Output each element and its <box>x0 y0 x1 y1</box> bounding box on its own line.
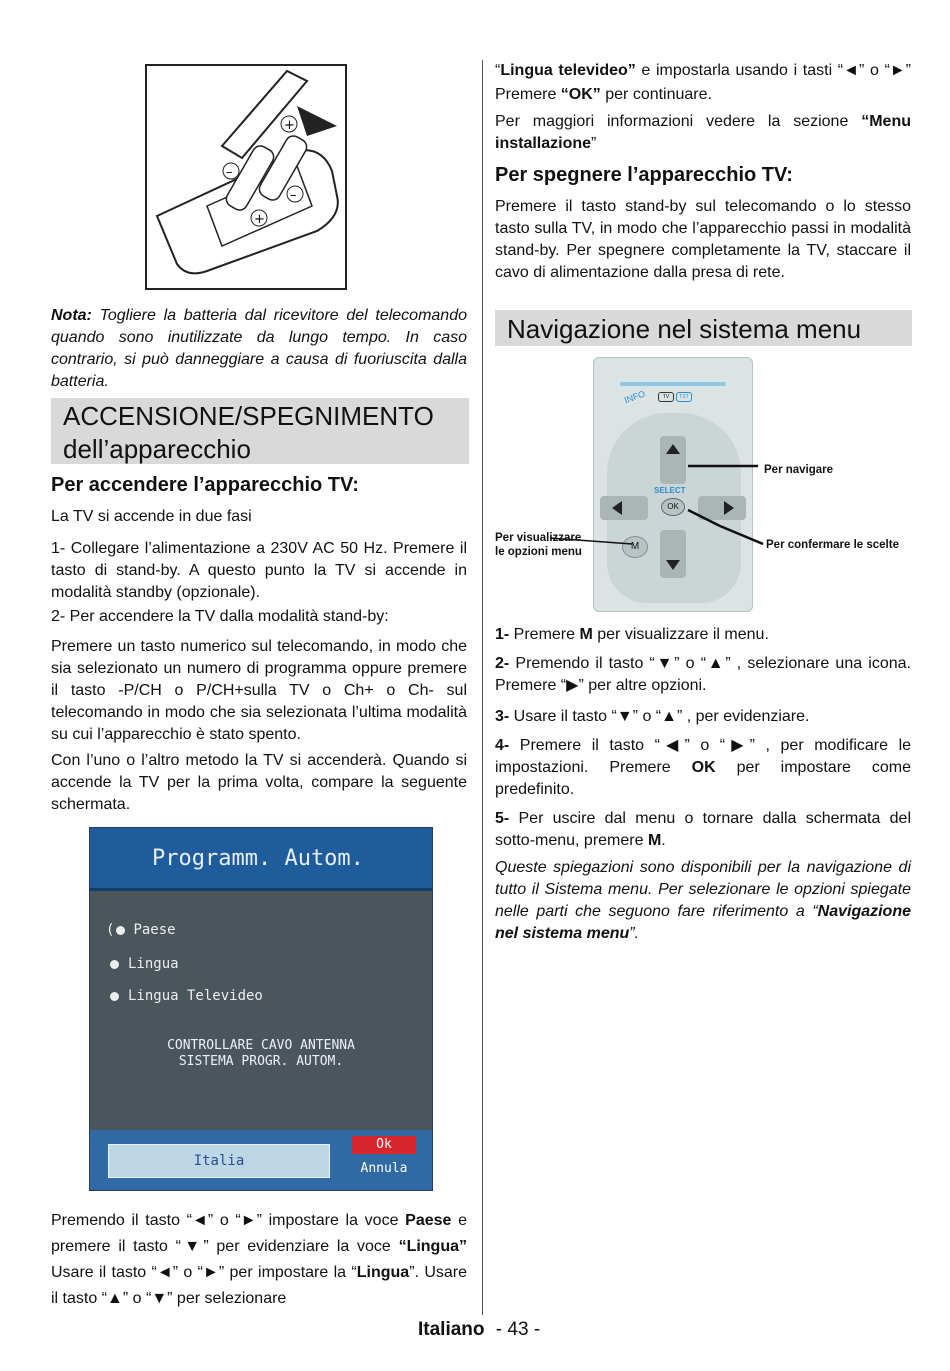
arrow-down-icon: ▼ <box>180 1238 204 1255</box>
navigation-title: Navigazione nel sistema menu <box>507 314 862 344</box>
menu-button[interactable]: M <box>622 536 648 558</box>
svg-text:+: + <box>254 212 265 227</box>
key-ok: OK <box>691 759 716 776</box>
step-number: 1- <box>495 626 510 643</box>
arrow-up-icon: ▲ <box>706 655 726 672</box>
step-number: 2- <box>495 655 510 672</box>
paragraph-first-time: Con l’uno o l’altro metodo la TV si accenderà. Quando si accende la TV per la prima volta, compare la seguente schermata. <box>51 752 467 813</box>
nav-step-4 <box>495 735 911 801</box>
paragraph-lingua-televideo <box>495 59 911 107</box>
txt-button[interactable]: TXT <box>676 392 692 402</box>
tv-item-label: Lingua <box>128 956 179 972</box>
arrow-left-icon: ◄ <box>192 1212 208 1229</box>
text-frag: ”. Usare il tasto “ <box>51 1264 468 1307</box>
text-frag: ” o “ <box>172 1264 203 1281</box>
text-frag: Premendo il tasto “ <box>51 1212 192 1229</box>
paragraph-numeric-key: Premere un tasto numerico sul telecomando, in modo che sia selezionato un numero di programma oppure premere il tasto -P/CH o P/CH+sulla TV o Ch+ o Ch- sul telecomando in modo che sia selezionata l’ultima modalità su cui l’apparecchio è stato spento. <box>51 638 467 743</box>
term-lingua: Lingua <box>356 1264 410 1281</box>
arrow-up-icon: ▲ <box>107 1290 123 1307</box>
text-frag: ” o “ <box>674 655 707 672</box>
term-ok: “OK” <box>560 86 601 103</box>
tv-item-label: Lingua Televideo <box>128 988 263 1004</box>
nav-step-3 <box>495 706 911 728</box>
key-m: M <box>579 626 593 643</box>
text-frag: per impostare come predefinito. <box>495 759 911 798</box>
svg-text:+: + <box>284 118 295 133</box>
tv-button[interactable]: TV <box>658 392 674 402</box>
arrow-right-icon: ► <box>203 1264 219 1281</box>
section-title-line2: dell’apparecchio <box>63 434 251 464</box>
tv-item-lingua[interactable] <box>110 956 179 972</box>
paragraph-country-language <box>51 1208 467 1312</box>
text-frag: Per uscire dal menu o tornare dalla schermata del sotto-menu, premere <box>495 810 911 849</box>
text-frag: ” o “ <box>858 62 890 79</box>
arrow-left-icon: ◄ <box>156 1264 173 1281</box>
nav-step-5 <box>495 808 911 852</box>
term-lingua-televideo: Lingua televideo” <box>500 62 636 79</box>
text-frag: ” per impostare la “ <box>218 1264 357 1281</box>
country-field[interactable]: Italia <box>108 1144 330 1178</box>
arrow-up-icon: ▲ <box>661 708 677 725</box>
text-frag: ” o “ <box>122 1290 152 1307</box>
term-menu-installazione: “Menu installazione <box>495 113 911 152</box>
label-navigate: Per navigare <box>764 464 834 476</box>
arrow-right-icon: ► <box>240 1212 257 1229</box>
arrow-left-icon: ◄ <box>843 62 859 79</box>
text-frag: ” Premere <box>495 62 911 103</box>
term-navigazione: Navigazione nel sistema menu <box>495 903 911 942</box>
tv-item-lingua-televideo[interactable] <box>110 988 263 1004</box>
arrow-down-icon: ▼ <box>616 708 633 725</box>
tv-screen-auto-program <box>89 827 433 1191</box>
column-divider <box>482 60 483 1315</box>
step-number: 4- <box>495 737 510 754</box>
remote-battery-icon <box>147 66 345 288</box>
arrow-down-icon: ▼ <box>151 1290 168 1307</box>
text-frag: e impostarla usando i tasti “ <box>635 62 844 79</box>
callout-line-confirm <box>688 510 720 526</box>
text-frag: per visualizzare il menu. <box>592 626 769 643</box>
text-frag: ” o “ <box>632 708 662 725</box>
footer-language: Italiano <box>418 1319 485 1340</box>
callout-lines <box>490 350 950 610</box>
step-1-text <box>51 538 467 604</box>
selection-bracket-icon: ( <box>106 922 115 938</box>
text-frag: e premere il tasto “ <box>51 1212 468 1255</box>
svg-text:–: – <box>290 188 297 203</box>
text-frag: ” per selezionare <box>167 1290 287 1307</box>
text-frag: Queste spiegazioni sono disponibili per la navigazione di tutto il Sistema menu. Per selezionare le opzioni spiegate nelle parti che seguono fare riferimento a “ <box>495 859 911 920</box>
step-1-body: Collegare l’alimentazione a 230V AC 50 Hz. Premere il tasto di stand-by. A questo punto la TV si accende in modalità standby (opzionale). <box>51 540 468 601</box>
bullet-icon <box>110 960 119 969</box>
section-header-navigation <box>495 310 912 346</box>
bullet-icon <box>110 992 119 1001</box>
key-m: M <box>647 832 662 849</box>
label-show-options-l2: le opzioni menu <box>495 546 582 558</box>
text-frag: . <box>661 832 666 849</box>
term-lingua: “Lingua” <box>398 1238 467 1255</box>
cancel-button[interactable]: Annula <box>352 1160 416 1178</box>
tv-item-label: Paese <box>133 922 176 938</box>
text-frag: ” <box>591 135 597 152</box>
paragraph-power-off: Premere il tasto stand-by sul telecomando o lo stesso tasto sulla TV, in modo che l’apparecchio passi in modalità stand-by. Per spegnere completamente la TV, staccare il cavo di alimentazione dalla presa di rete. <box>495 198 911 281</box>
text-frag: ” o “ <box>684 737 726 754</box>
note-text: Togliere la batteria dal ricevitore del telecomando quando sono inutilizzate da lungo tempo. In caso contrario, si può danneggiare a causa di fuoriuscita dalla batteria. <box>51 307 467 390</box>
text-frag: ”. <box>629 925 640 942</box>
ok-remote-button[interactable]: OK <box>661 498 685 516</box>
paragraph-two-phases: La TV si accende in due fasi <box>51 508 252 525</box>
arrow-right-icon: ▶ <box>725 737 750 754</box>
text-frag: Usare il tasto “ <box>509 708 617 725</box>
callout-line-confirm2 <box>720 526 763 544</box>
label-confirm: Per confermare le scelte <box>766 539 899 551</box>
text-frag: ” impostare la voce <box>256 1212 406 1229</box>
section-header-power <box>51 398 469 464</box>
text-frag: Premere <box>509 626 580 643</box>
nav-step-1 <box>495 624 911 646</box>
tv-message-line1: CONTROLLARE CAVO ANTENNA <box>167 1038 355 1053</box>
arrow-down-icon: ▼ <box>654 655 675 672</box>
paragraph-more-info <box>495 111 911 155</box>
text-frag: ” o “ <box>207 1212 241 1229</box>
page-footer <box>418 1319 540 1341</box>
text-frag: ” , per modificare le impostazioni. Premere <box>495 737 912 776</box>
step-number: 3- <box>495 708 510 725</box>
tv-title: Programm. Autom. <box>152 846 364 871</box>
text-frag: Premendo il tasto “ <box>509 655 655 672</box>
text-frag: Per maggiori informazioni vedere la sezione <box>495 113 862 130</box>
step-1-number: 1- <box>51 540 71 557</box>
step-2-text: 2- Per accendere la TV dalla modalità stand-by: <box>51 608 389 625</box>
bullet-icon <box>116 926 125 935</box>
note-label: Nota: <box>51 307 92 324</box>
ok-button[interactable]: Ok <box>352 1136 416 1154</box>
text-frag: “ <box>495 62 501 79</box>
text-frag: Premere il tasto “ <box>509 737 660 754</box>
label-show-options-l1: Per visualizzare <box>495 532 582 544</box>
text-frag: ” , selezionare una icona. Premere “ <box>495 655 911 694</box>
nav-step-2 <box>495 653 911 697</box>
tv-title-bar <box>90 828 432 891</box>
term-paese: Paese <box>405 1212 452 1229</box>
step-number: 5- <box>495 810 510 827</box>
section-title-line1: ACCENSIONE/SPEGNIMENTO <box>63 401 434 431</box>
battery-note <box>51 305 467 393</box>
tv-message-line2: SISTEMA PROGR. AUTOM. <box>178 1054 344 1069</box>
tv-bottom-bar <box>90 1130 432 1190</box>
info-button[interactable]: INFO <box>622 388 647 406</box>
text-frag: per continuare. <box>600 86 712 103</box>
arrow-left-icon: ◀ <box>659 737 685 754</box>
text-frag: ” per evidenziare la voce <box>203 1238 399 1255</box>
text-frag: Usare il tasto “ <box>51 1264 157 1281</box>
paragraph-closing-note <box>495 857 911 945</box>
footer-page-number: - 43 - <box>495 1319 541 1340</box>
svg-text:–: – <box>226 165 233 180</box>
subheading-power-off: Per spegnere l’apparecchio TV: <box>495 164 793 186</box>
battery-illustration <box>145 64 347 290</box>
text-frag: ” , per evidenziare. <box>676 708 810 725</box>
arrow-right-icon: ► <box>889 62 906 79</box>
arrow-right-icon: ▶ <box>566 677 579 694</box>
text-frag: ” per altre opzioni. <box>578 677 707 694</box>
tv-item-paese[interactable] <box>106 922 176 938</box>
subheading-power-on: Per accendere l’apparecchio TV: <box>51 474 359 496</box>
select-label: SELECT <box>654 486 686 495</box>
